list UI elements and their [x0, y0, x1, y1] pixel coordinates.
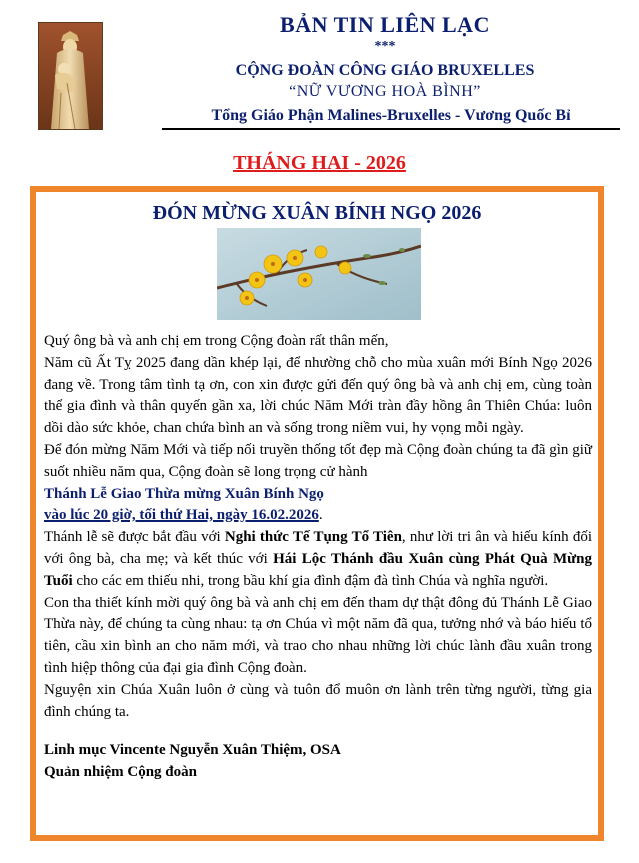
masthead [150, 10, 620, 130]
greeting: Quý ông bà và anh chị em trong Cộng đoàn rất thân mến, [44, 333, 389, 349]
mass-time: vào lúc 20 giờ, tối thứ Hai, ngày 16.02.2026 [44, 507, 319, 524]
ceremony-text-1: Thánh lễ sẽ được bắt đầu với [44, 529, 225, 546]
article-title: ĐÓN MỪNG XUÂN BÍNH NGỌ 2026 [152, 202, 482, 224]
signature-role: Quản nhiệm Cộng đoàn [44, 764, 197, 781]
signature-name: Linh mục Vincente Nguyễn Xuân Thiệm, OSA [44, 742, 341, 759]
ceremony-text-3: cho các em thiếu nhi, trong bầu khí gia đình đậm đà tình Chúa và nghĩa người. [72, 572, 549, 589]
apricot-blossom-image [217, 228, 421, 320]
newsletter-title: BẢN TIN LIÊN LẠC [280, 12, 490, 37]
article-frame [30, 186, 604, 841]
mass-time-period: . [318, 507, 323, 524]
mass-name: Thánh Lễ Giao Thừa mừng Xuân Bính Ngọ [44, 485, 324, 502]
lucky-money-gifts: Hái Lộc Thánh đầu Xuân cùng Phát Quà Mừng Tuổi [44, 550, 592, 589]
ancestor-rite: Nghi thức Tế Tụng Tổ Tiên [224, 529, 402, 546]
paragraph-blessing: Nguyện xin Chúa Xuân luôn ở cùng và tuôn đổ muôn ơn lành trên từng người, từng gia đình chúng ta. [44, 681, 592, 720]
diocese-line: Tổng Giáo Phận Malines-Bruxelles - Vương Quốc Bỉ [162, 106, 620, 130]
ceremony-text-2: , như lời tri ân và hiếu kính đối với ông bà, cha mẹ; và kết thúc với [44, 529, 593, 567]
issue-month: THÁNG HAI - 2026 [233, 152, 406, 174]
signature [44, 739, 592, 783]
community-name: CỘNG ĐOÀN CÔNG GIÁO BRUXELLES [235, 62, 535, 79]
madonna-statue-image [38, 22, 103, 130]
paragraph-ceremony [44, 527, 592, 592]
paragraph-tradition: Để đón mừng Năm Mới và tiếp nối truyền thống tốt đẹp mà Cộng đoàn chúng ta đã gìn giữ suốt nhiều năm qua, Cộng đoàn sẽ long trọng cử hành [44, 441, 592, 480]
community-patron: “NỮ VƯƠNG HOÀ BÌNH” [289, 83, 481, 100]
paragraph-invitation: Con tha thiết kính mời quý ông bà và anh chị em đến tham dự thật đông đủ Thánh Lễ Giao Thừa này, để chúng ta cùng nhau: tạ ơn Chúa vì một năm đã qua, tưởng nhớ và báo hiếu tổ tiên, cầu xin bình an cho năm mới, và trao cho nhau những lời chúc lành đầu xuân trong tình hiệp thông của đại gia đình Cộng đoàn. [44, 594, 592, 676]
article-body [44, 331, 592, 783]
title-stars: *** [374, 39, 396, 54]
paragraph-new-year: Năm cũ Ất Tỵ 2025 đang dần khép lại, để nhường chỗ cho mùa xuân mới Bính Ngọ 2026 đang về. Trong tâm tình tạ ơn, con xin được gửi đến quý ông bà và anh chị em, cùng toàn thể gia đình và thân quyến gần xa, lời chúc Năm Mới tràn đầy hồng ân Thiên Chúa: luôn dồi dào sức khỏe, chan chứa bình an và sống trong niềm vui, hy vọng mỗi ngày. [44, 354, 592, 437]
